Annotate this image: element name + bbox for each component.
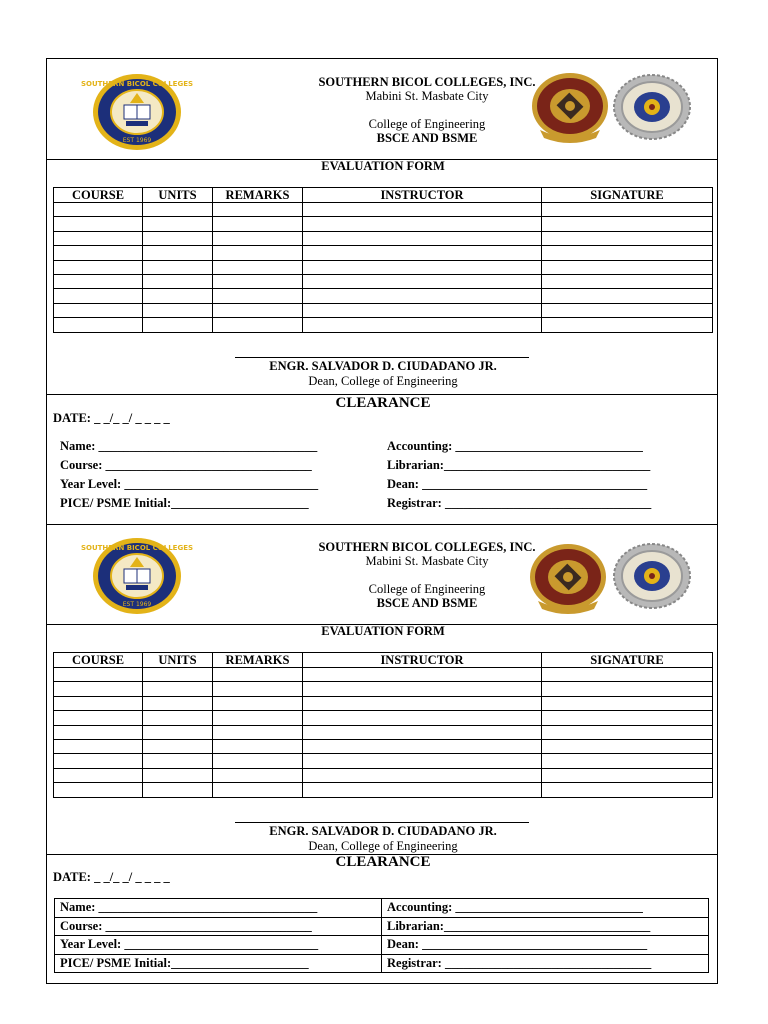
- course-field[interactable]: Course: _________________________________: [55, 917, 382, 936]
- table-cell: [54, 668, 143, 682]
- clearance-title: CLEARANCE: [335, 854, 431, 870]
- table-cell: [54, 260, 143, 274]
- clearance-table: [54, 898, 709, 973]
- form-sheet: [46, 58, 718, 984]
- table-row: [54, 711, 713, 725]
- table-cell: [143, 711, 213, 725]
- evaluation-table: [53, 652, 713, 798]
- table-cell: [54, 682, 143, 696]
- psme-seal-icon: [613, 74, 691, 145]
- table-cell: [303, 318, 542, 332]
- college-name: College of Engineering: [368, 117, 486, 131]
- table-cell: [143, 274, 213, 288]
- year-level-field[interactable]: Year Level: _______________________________: [55, 936, 382, 955]
- column-header-course: COURSE: [54, 653, 143, 668]
- column-header-units: UNITS: [143, 653, 213, 668]
- date-field: DATE: _ _/_ _/ _ _ _ _: [53, 870, 170, 884]
- column-header-course: COURSE: [54, 188, 143, 203]
- table-header-row: [54, 188, 713, 203]
- table-cell: [143, 725, 213, 739]
- librarian-field[interactable]: Librarian:_________________________________: [382, 917, 709, 936]
- table-cell: [542, 711, 713, 725]
- table-cell: [303, 711, 542, 725]
- dean-name: ENGR. SALVADOR D. CIUDADANO JR.: [269, 824, 497, 838]
- table-cell: [213, 274, 303, 288]
- evaluation-table: [53, 187, 713, 333]
- table-cell: [143, 231, 213, 245]
- table-cell: [213, 203, 303, 217]
- table-cell: [542, 260, 713, 274]
- table-row: [55, 899, 709, 918]
- table-cell: [143, 768, 213, 782]
- table-cell: [143, 289, 213, 303]
- table-row: [54, 783, 713, 797]
- table-cell: [303, 768, 542, 782]
- table-cell: [542, 768, 713, 782]
- table-row: [54, 203, 713, 217]
- clearance-title: CLEARANCE: [335, 395, 431, 411]
- programs: BSCE AND BSME: [376, 131, 478, 145]
- table-cell: [143, 260, 213, 274]
- table-cell: [213, 318, 303, 332]
- svg-text:SOUTHERN BICOL COLLEGES: SOUTHERN BICOL COLLEGES: [80, 544, 194, 552]
- table-cell: [54, 203, 143, 217]
- table-cell: [542, 231, 713, 245]
- course-field[interactable]: Course: _________________________________: [60, 458, 312, 472]
- table-cell: [143, 668, 213, 682]
- table-cell: [54, 725, 143, 739]
- table-cell: [143, 217, 213, 231]
- table-cell: [143, 303, 213, 317]
- table-cell: [542, 725, 713, 739]
- table-cell: [143, 318, 213, 332]
- table-cell: [303, 231, 542, 245]
- pice-psme-initial-field[interactable]: PICE/ PSME Initial:______________________: [60, 496, 309, 510]
- table-cell: [303, 289, 542, 303]
- table-cell: [542, 217, 713, 231]
- name-field[interactable]: Name: ___________________________________: [55, 899, 382, 918]
- table-cell: [54, 231, 143, 245]
- date-field: DATE: _ _/_ _/ _ _ _ _: [53, 411, 170, 425]
- table-cell: [213, 711, 303, 725]
- table-row: [54, 739, 713, 753]
- table-cell: [54, 303, 143, 317]
- table-cell: [542, 739, 713, 753]
- table-cell: [542, 274, 713, 288]
- table-cell: [213, 303, 303, 317]
- table-cell: [213, 231, 303, 245]
- programs: BSCE AND BSME: [376, 596, 478, 610]
- table-cell: [542, 783, 713, 797]
- year-level-field[interactable]: Year Level: _______________________________: [60, 477, 319, 491]
- accounting-field[interactable]: Accounting: ______________________________: [387, 439, 643, 453]
- librarian-field[interactable]: Librarian:_________________________________: [387, 458, 651, 472]
- table-cell: [54, 318, 143, 332]
- table-cell: [542, 696, 713, 710]
- table-cell: [213, 739, 303, 753]
- table-row: [55, 917, 709, 936]
- evaluation-title: EVALUATION FORM: [321, 159, 445, 173]
- table-cell: [213, 668, 303, 682]
- table-cell: [143, 203, 213, 217]
- table-cell: [303, 274, 542, 288]
- table-row: [54, 682, 713, 696]
- table-cell: [303, 303, 542, 317]
- table-cell: [303, 203, 542, 217]
- table-cell: [54, 711, 143, 725]
- table-row: [54, 318, 713, 332]
- table-row: [54, 260, 713, 274]
- svg-text:EST 1969: EST 1969: [122, 137, 152, 144]
- table-cell: [54, 739, 143, 753]
- college-name: College of Engineering: [368, 582, 486, 596]
- table-cell: [54, 274, 143, 288]
- table-row: [54, 768, 713, 782]
- column-header-signature: SIGNATURE: [542, 653, 713, 668]
- table-cell: [303, 246, 542, 260]
- table-cell: [213, 246, 303, 260]
- table-cell: [213, 682, 303, 696]
- table-cell: [303, 754, 542, 768]
- table-cell: [213, 696, 303, 710]
- school-name: SOUTHERN BICOL COLLEGES, INC.: [318, 540, 536, 554]
- dean-title: Dean, College of Engineering: [308, 839, 458, 853]
- table-cell: [303, 739, 542, 753]
- evaluation-title: EVALUATION FORM: [321, 624, 445, 638]
- table-cell: [213, 289, 303, 303]
- table-cell: [303, 783, 542, 797]
- pice-emblem-icon: [530, 72, 610, 149]
- table-cell: [143, 739, 213, 753]
- table-cell: [143, 696, 213, 710]
- table-header-row: [54, 653, 713, 668]
- svg-text:SOUTHERN BICOL COLLEGES: SOUTHERN BICOL COLLEGES: [80, 80, 194, 88]
- table-row: [54, 289, 713, 303]
- table-row: [55, 936, 709, 955]
- table-cell: [303, 725, 542, 739]
- table-row: [54, 231, 713, 245]
- school-address: Mabini St. Masbate City: [365, 554, 489, 568]
- school-address: Mabini St. Masbate City: [365, 89, 489, 103]
- signature-line: [235, 822, 529, 823]
- table-cell: [54, 768, 143, 782]
- table-cell: [54, 246, 143, 260]
- dean-name: ENGR. SALVADOR D. CIUDADANO JR.: [269, 359, 497, 373]
- table-cell: [303, 217, 542, 231]
- column-header-remarks: REMARKS: [213, 188, 303, 203]
- table-cell: [143, 682, 213, 696]
- table-cell: [54, 289, 143, 303]
- column-header-remarks: REMARKS: [213, 653, 303, 668]
- column-header-instructor: INSTRUCTOR: [303, 653, 542, 668]
- table-cell: [213, 725, 303, 739]
- pice-emblem-icon: [528, 543, 608, 620]
- table-cell: [542, 754, 713, 768]
- table-row: [54, 754, 713, 768]
- table-row: [54, 274, 713, 288]
- accounting-field[interactable]: Accounting: ______________________________: [382, 899, 709, 918]
- table-cell: [542, 303, 713, 317]
- table-cell: [213, 754, 303, 768]
- table-cell: [213, 783, 303, 797]
- table-cell: [213, 217, 303, 231]
- table-cell: [143, 783, 213, 797]
- dean-field[interactable]: Dean: ____________________________________: [387, 477, 648, 491]
- table-cell: [303, 682, 542, 696]
- dean-field[interactable]: Dean: ____________________________________: [382, 936, 709, 955]
- column-header-units: UNITS: [143, 188, 213, 203]
- table-cell: [54, 754, 143, 768]
- school-logo-icon: [80, 537, 194, 620]
- table-cell: [542, 668, 713, 682]
- dean-title: Dean, College of Engineering: [308, 374, 458, 388]
- table-cell: [54, 696, 143, 710]
- registrar-field[interactable]: Registrar: _________________________________: [382, 954, 709, 973]
- table-row: [54, 246, 713, 260]
- column-header-signature: SIGNATURE: [542, 188, 713, 203]
- table-cell: [143, 754, 213, 768]
- table-cell: [542, 682, 713, 696]
- school-name: SOUTHERN BICOL COLLEGES, INC.: [318, 75, 536, 89]
- table-cell: [542, 318, 713, 332]
- table-cell: [54, 217, 143, 231]
- table-row: [54, 696, 713, 710]
- table-row: [54, 668, 713, 682]
- table-row: [54, 303, 713, 317]
- pice-psme-initial-field[interactable]: PICE/ PSME Initial:______________________: [55, 954, 382, 973]
- table-cell: [303, 260, 542, 274]
- table-row: [54, 725, 713, 739]
- table-cell: [542, 289, 713, 303]
- table-row: [54, 217, 713, 231]
- table-cell: [303, 696, 542, 710]
- svg-text:EST 1969: EST 1969: [122, 601, 152, 608]
- signature-line: [235, 357, 529, 358]
- table-cell: [213, 260, 303, 274]
- column-header-instructor: INSTRUCTOR: [303, 188, 542, 203]
- table-cell: [143, 246, 213, 260]
- registrar-field[interactable]: Registrar: _________________________________: [387, 496, 652, 510]
- psme-seal-icon: [613, 543, 691, 614]
- table-cell: [54, 783, 143, 797]
- table-cell: [303, 668, 542, 682]
- name-field[interactable]: Name: ___________________________________: [60, 439, 318, 453]
- table-cell: [542, 246, 713, 260]
- table-cell: [213, 768, 303, 782]
- divider: [47, 524, 717, 525]
- school-logo-icon: [80, 73, 194, 156]
- table-cell: [542, 203, 713, 217]
- table-row: [55, 954, 709, 973]
